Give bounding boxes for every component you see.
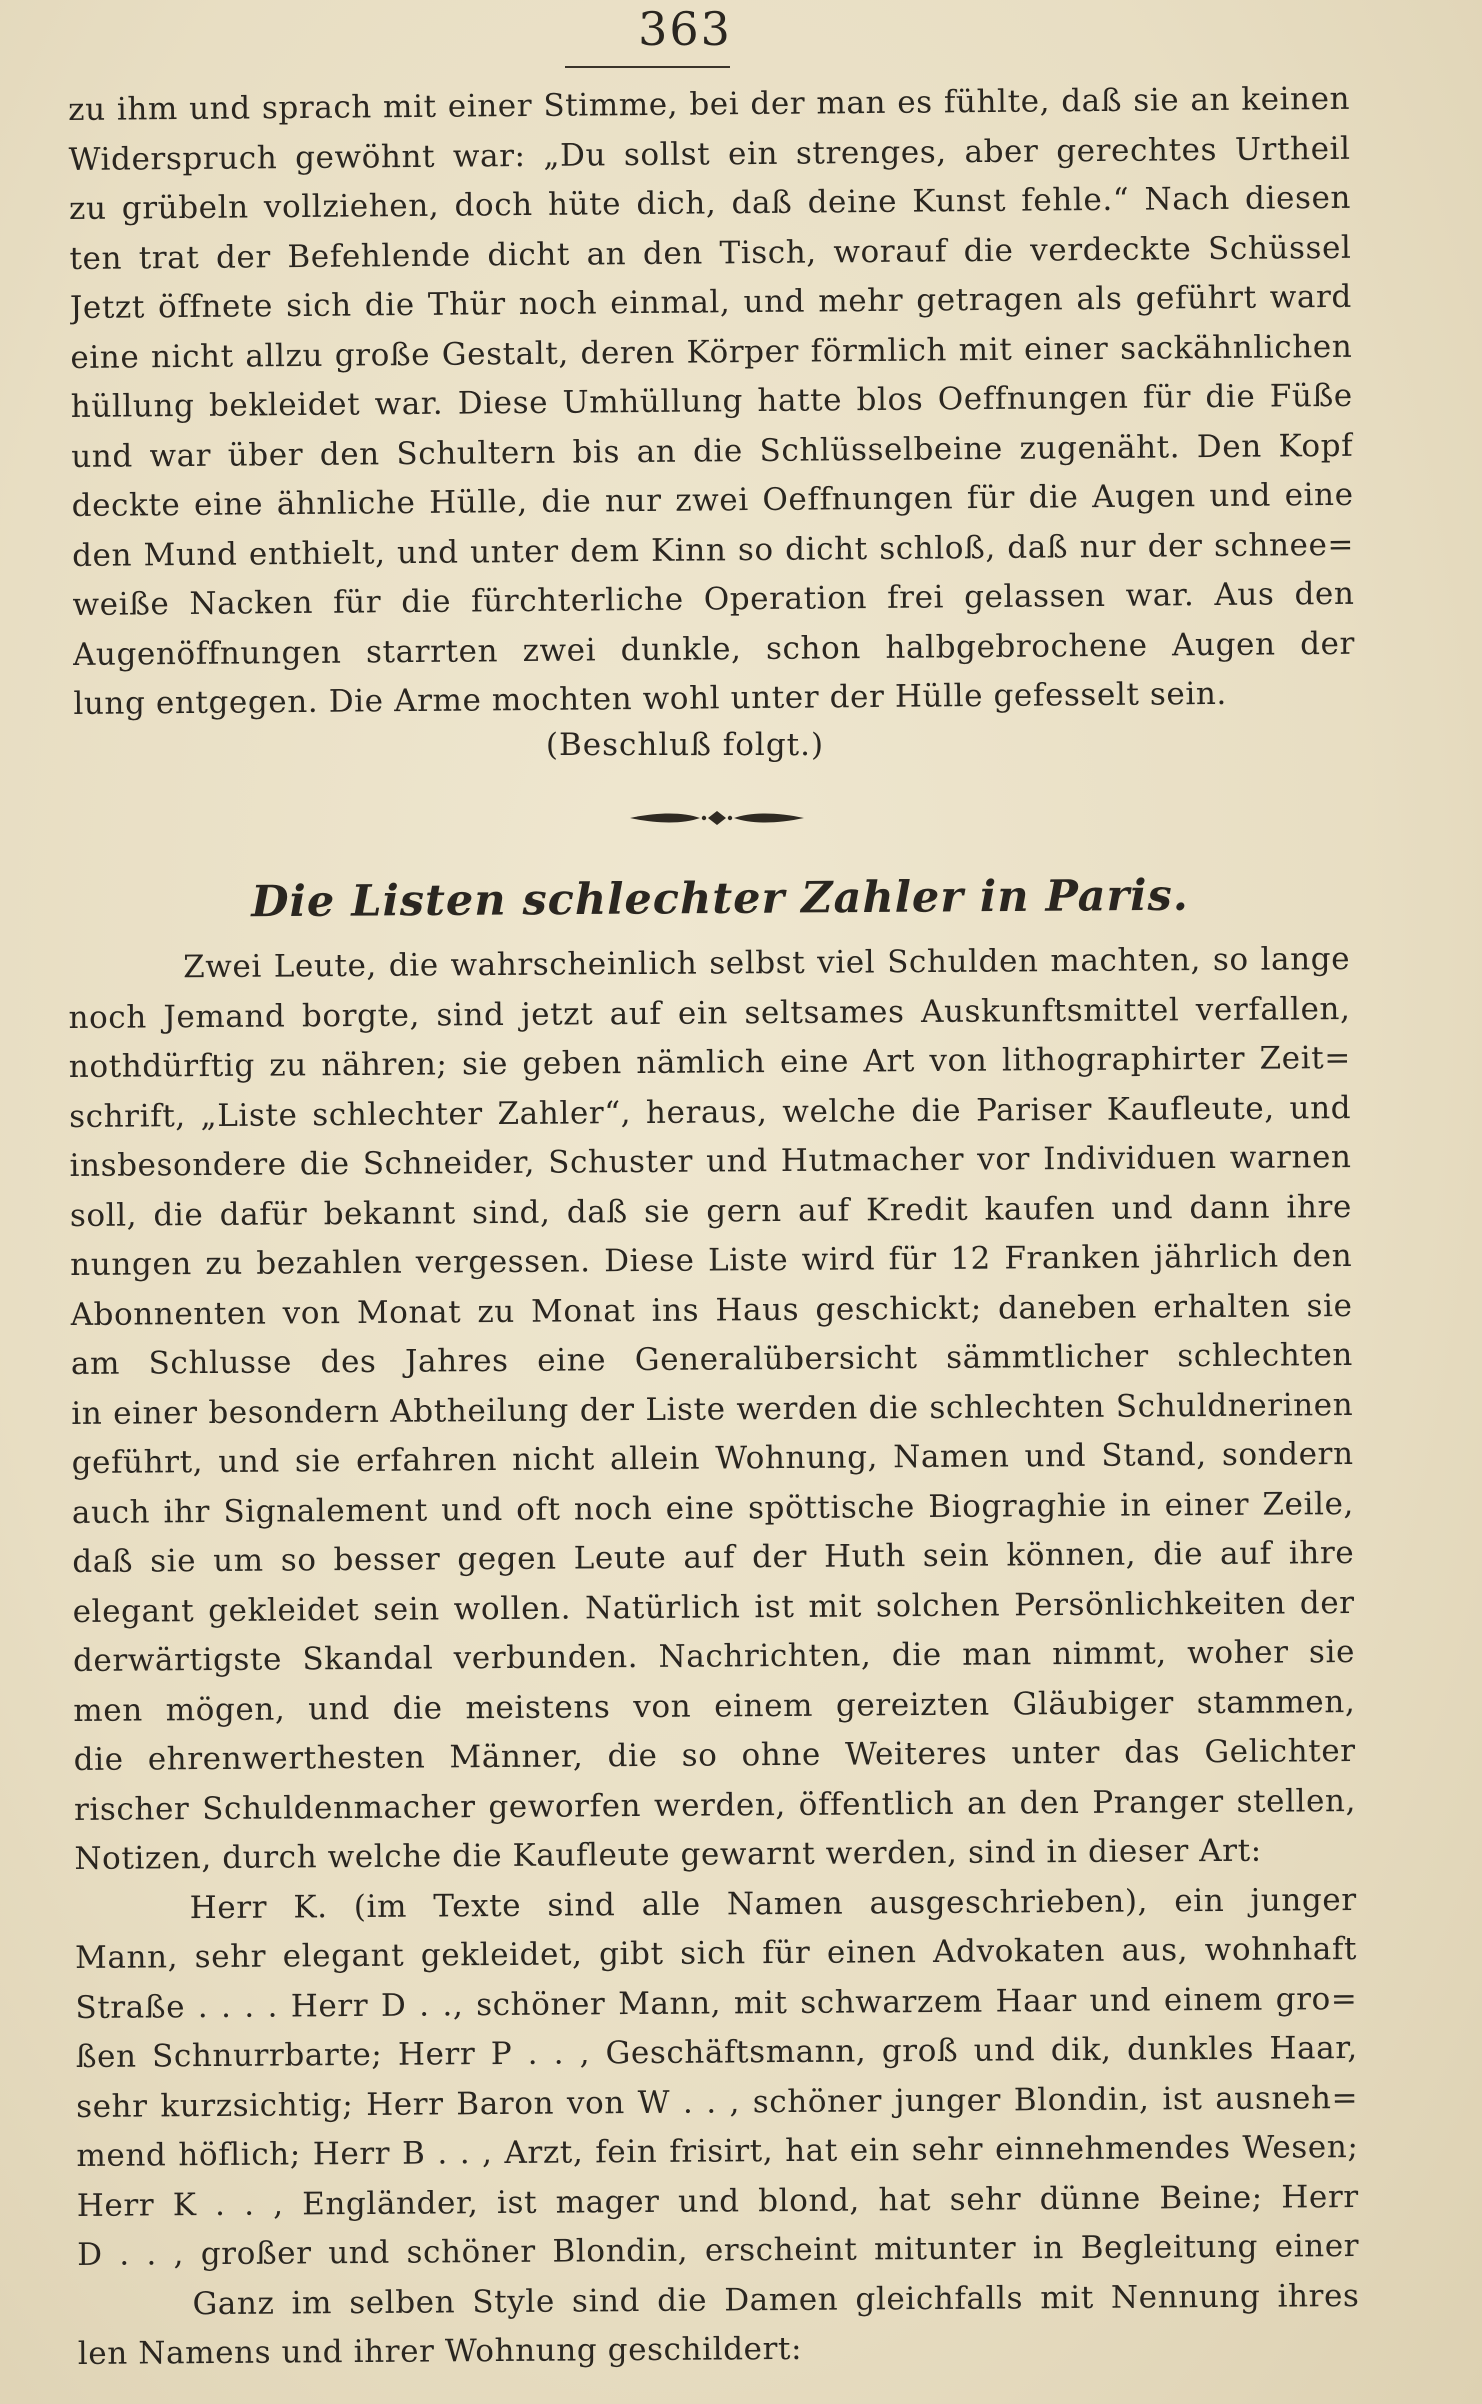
text-line: hüllung bekleidet war. Diese Umhüllung hatte blos Oeffnungen für die Füße: [70, 377, 1353, 425]
text-line: Mann, sehr elegant gekleidet, gibt sich für einen Advokaten aus, wohnhaft: [74, 1931, 1358, 1976]
text-line: Zwei Leute, die wahrscheinlich selbst viel Schulden machten, so lange: [183, 941, 1351, 986]
text-line: Augenöffnungen starrten zwei dunkle, schon halbgebrochene Augen der: [72, 625, 1356, 673]
text-line: daß sie um so besser gegen Leute auf der Huth sein können, die auf ihre: [72, 1535, 1355, 1580]
text-line: soll, die dafür bekannt sind, daß sie gern auf Kredit kaufen und dann ihre: [69, 1188, 1352, 1234]
text-line: Straße . . . . Herr D . ., schöner Mann, mit schwarzem Haar und einem gro=: [75, 1980, 1358, 2026]
article-title: Die Listen schlechter Zahler in Paris.: [251, 870, 1189, 928]
text-line: Notizen, durch welche die Kaufleute gewarnt werden, sind in dieser Art:: [74, 1832, 1262, 1877]
text-line: nungen zu bezahlen vergessen. Diese Liste wird für 12 Franken jährlich den: [70, 1238, 1353, 1283]
text-line: deckte eine ähnliche Hülle, die nur zwei Oeffnungen für die Augen und eine: [71, 476, 1354, 524]
text-line: Herr K . . , Engländer, ist mager und blond, hat sehr dünne Beine; Herr: [76, 2178, 1359, 2224]
page-number: 363: [638, 2, 732, 56]
text-line: und war über den Schultern bis an die Schlüsselbeine zugenäht. Den Kopf: [71, 427, 1354, 475]
ornament-divider: [628, 808, 806, 828]
header-rule: [565, 66, 730, 68]
text-line: noch Jemand borgte, sind jetzt auf ein seltsames Auskunftsmittel verfallen,: [68, 990, 1351, 1036]
article-body: [68, 935, 1360, 2379]
text-line: lung entgegen. Die Arme mochten wohl unter der Hülle gefesselt sein.: [73, 675, 1228, 722]
text-line: Abonnenten von Monat zu Monat ins Haus geschickt; daneben erhalten sie: [70, 1287, 1353, 1333]
text-line: weiße Nacken für die fürchterliche Operation frei gelassen war. Aus den: [72, 575, 1355, 623]
text-line: mend höflich; Herr B . . , Arzt, fein frisirt, hat ein sehr einnehmendes Wesen;: [76, 2129, 1359, 2174]
text-line: nothdürftig zu nähren; sie geben nämlich eine Art von lithographirter Zeit=: [68, 1040, 1351, 1085]
text-line: auch ihr Signalement und oft noch eine spöttische Biograghie in einer Zeile,: [71, 1485, 1355, 1531]
continued-note: (Beschluß folgt.): [545, 727, 825, 763]
text-line: ßen Schnurrbarte; Herr P . . , Geschäftsmann, groß und dik, dunkles Haar,: [75, 2030, 1358, 2075]
text-line: Herr K. (im Texte sind alle Namen ausgeschrieben), ein junger: [189, 1881, 1357, 1926]
text-line: geführt, und sie erfahren nicht allein Wohnung, Namen und Stand, sondern: [71, 1436, 1354, 1481]
text-line: schrift, „Liste schlechter Zahler“, heraus, welche die Pariser Kaufleute, und: [69, 1089, 1352, 1135]
text-line: ten trat der Befehlende dicht an den Tisch, worauf die verdeckte Schüssel: [69, 229, 1352, 277]
text-line: Widerspruch gewöhnt war: „Du sollst ein strenges, aber gerechtes Urtheil: [68, 130, 1351, 178]
text-line: Ganz im selben Style sind die Damen gleichfalls mit Nennung ihres: [192, 2277, 1360, 2322]
text-line: zu ihm und sprach mit einer Stimme, bei der man es fühlte, daß sie an keinen: [68, 80, 1351, 128]
text-line: sehr kurzsichtig; Herr Baron von W . . , schöner junger Blondin, ist ausneh=: [75, 2079, 1359, 2125]
previous-article-text: [68, 75, 1356, 730]
text-line: derwärtigste Skandal verbunden. Nachrichten, die man nimmt, woher sie: [72, 1634, 1356, 1679]
text-line: D . . , großer und schöner Blondin, erscheint mitunter in Begleitung einer: [77, 2228, 1360, 2273]
text-line: zu grübeln vollziehen, doch hüte dich, daß deine Kunst fehle.“ Nach diesen: [68, 179, 1352, 227]
text-line: die ehrenwerthesten Männer, die so ohne Weiteres unter das Gelichter: [73, 1733, 1356, 1778]
text-line: Jetzt öffnete sich die Thür noch einmal, und mehr getragen als geführt ward: [69, 278, 1353, 326]
text-line: len Namens und ihrer Wohnung geschildert:: [77, 2330, 803, 2372]
text-line: am Schlusse des Jahres eine Generalübersicht sämmtlicher schlechten: [70, 1337, 1354, 1382]
text-line: in einer besondern Abtheilung der Liste werden die schlechten Schuldnerinen: [71, 1386, 1354, 1432]
text-line: insbesondere die Schneider, Schuster und Hutmacher vor Individuen warnen: [69, 1139, 1352, 1184]
text-line: den Mund enthielt, und unter dem Kinn so dicht schloß, daß nur der schnee=: [71, 526, 1355, 574]
text-line: eine nicht allzu große Gestalt, deren Körper förmlich mit einer sackähnlichen: [70, 328, 1353, 376]
text-line: rischer Schuldenmacher geworfen werden, öffentlich an den Pranger stellen,: [73, 1782, 1357, 1828]
text-line: men mögen, und die meistens von einem gereizten Gläubiger stammen,: [73, 1683, 1356, 1729]
text-line: elegant gekleidet sein wollen. Natürlich ist mit solchen Persönlichkeiten der: [72, 1584, 1355, 1630]
